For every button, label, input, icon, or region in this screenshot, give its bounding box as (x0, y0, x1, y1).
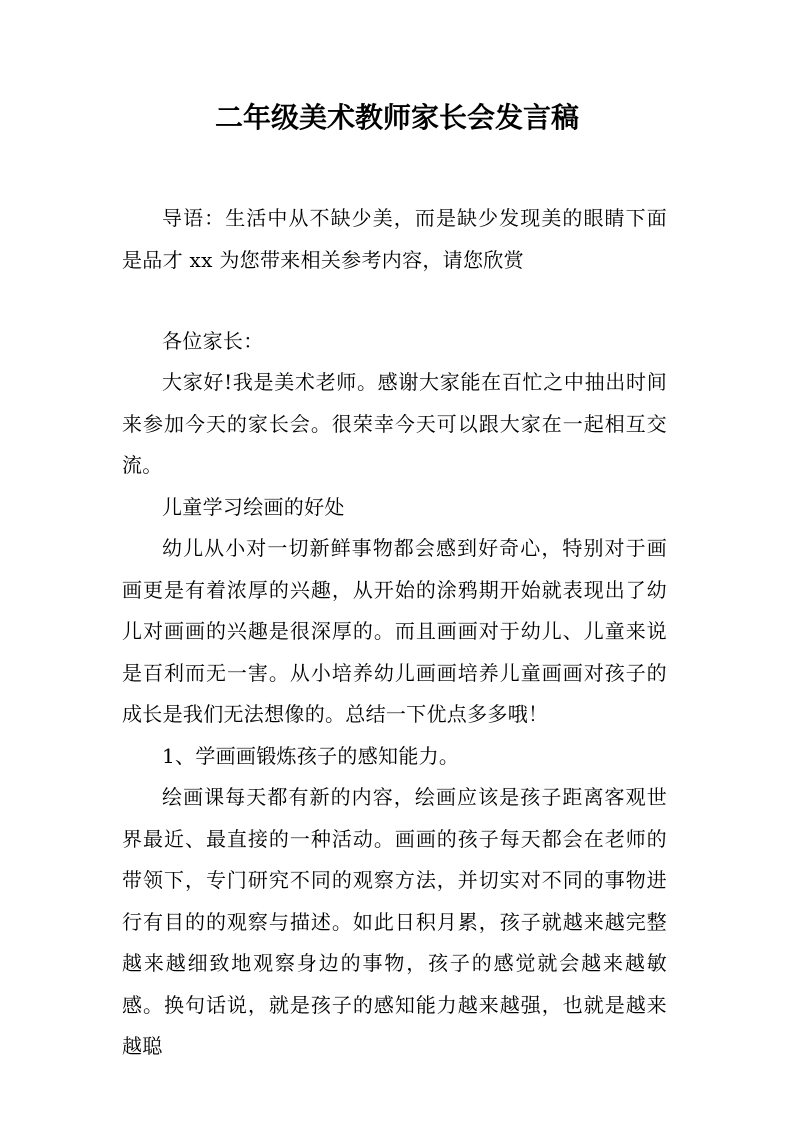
document-title: 二年级美术教师家长会发言稿 (214, 101, 579, 134)
body-paragraph: 大家好!我是美术老师。感谢大家能在百忙之中抽出时间来参加今天的家长会。很荣幸今天可以跟大家在一起相互交流。 (122, 370, 667, 477)
numbered-heading: 1、学画画锻炼孩子的感知能力。 (162, 743, 460, 768)
section-heading: 儿童学习绘画的好处 (162, 494, 345, 519)
intro-paragraph: 导语：生活中从不缺少美，而是缺少发现美的眼睛下面是品才 xx 为您带来相关参考内容，请您欣赏 (122, 206, 667, 272)
body-paragraph: 幼儿从小对一切新鲜事物都会感到好奇心，特别对于画画更是有着浓厚的兴趣，从开始的涂鸦期开始就表现出了幼儿对画画的兴趣是很深厚的。而且画画对于幼儿、儿童来说是百利而无一害。从小培养幼儿画画培养儿童画画对孩子的成长是我们无法想像的。总结一下优点多多哦！ (122, 536, 667, 726)
greeting-paragraph: 各位家长： (162, 329, 264, 353)
body-paragraph: 绘画课每天都有新的内容，绘画应该是孩子距离客观世界最近、最直接的一种活动。画画的孩子每天都会在老师的带领下，专门研究不同的观察方法，并切实对不同的事物进行有目的的观察与描述。如此日积月累，孩子就越来越完整越来越细致地观察身边的事物，孩子的感觉就会越来越敏感。换句话说，就是孩子的感知能力越来越强，也就是越来越聪 (122, 785, 667, 1058)
body-section (122, 362, 667, 1068)
